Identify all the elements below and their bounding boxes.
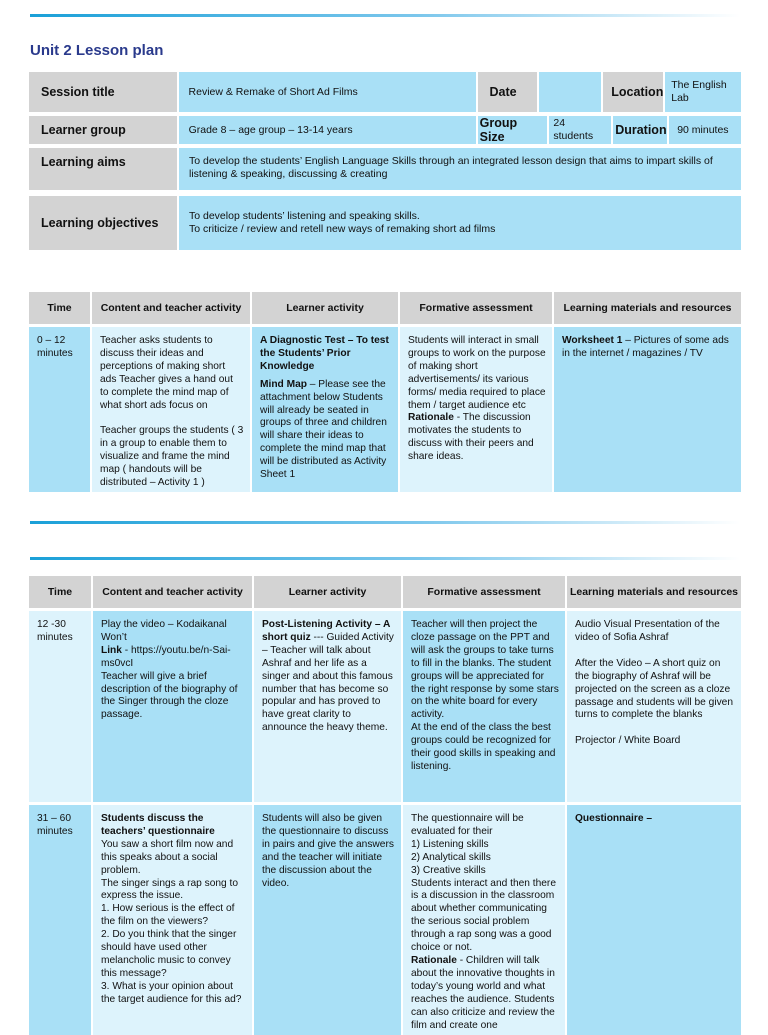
header-learner: Learner activity bbox=[254, 576, 401, 608]
table-header bbox=[29, 576, 741, 608]
row-formative: Teacher will then project the cloze passage on the PPT and will ask the groups to take turns to fill in the blanks. The student groups will be appreciated for the right response by some stars on the white board for every activity. At the end of the class the best groups could be recognized for their good skills in speaking and listening. bbox=[403, 611, 565, 802]
duration-label: Duration bbox=[613, 116, 667, 144]
header-content: Content and teacher activity bbox=[93, 576, 252, 608]
table-row bbox=[29, 805, 741, 1035]
row-time: 31 – 60 minutes bbox=[29, 805, 91, 1035]
top-divider bbox=[30, 14, 740, 17]
header-formative: Formative assessment bbox=[403, 576, 565, 608]
header-time: Time bbox=[29, 576, 91, 608]
session-title-value: Review & Remake of Short Ad Films bbox=[179, 72, 476, 112]
learning-objectives-label: Learning objectives bbox=[29, 196, 177, 250]
middle-divider bbox=[30, 521, 740, 524]
row-learner: Students will also be given the questionnaire to discuss in pairs and give the answers and the teacher will initiate the discussion about the video. bbox=[254, 805, 401, 1035]
row-materials: Audio Visual Presentation of the video of Sofia Ashraf After the Video – A short quiz on the biography of Ashraf will be projected on the screen as a cloze passage and students will be given turns to complete the blanks Projector / White Board bbox=[567, 611, 741, 802]
header-materials: Learning materials and resources bbox=[554, 292, 741, 324]
group-size-label: Group Size bbox=[478, 116, 548, 144]
row-formative: The questionnaire will be evaluated for their 1) Listening skills 2) Analytical skills 3) Creative skills Students interact and then there is a discussion in the classroom about whether communicating the serious social problem through a rap song was a good choice or not. Rationale - Children will talk about the innovative thoughts in today’s young world and what reaches the audience. Students can also criticize and review the film and create one bbox=[403, 805, 565, 1035]
learner-group-row bbox=[29, 116, 741, 144]
learning-aims-row bbox=[29, 148, 741, 190]
learning-aims-label: Learning aims bbox=[29, 148, 177, 190]
learning-aims-value: To develop the students’ English Language Skills through an integrated lesson design that aims to impart skills of listening & speaking, discussing & creating bbox=[179, 148, 741, 190]
header-learner: Learner activity bbox=[252, 292, 398, 324]
row-time: 12 -30 minutes bbox=[29, 611, 91, 802]
date-label: Date bbox=[478, 72, 538, 112]
lesson-table-1 bbox=[29, 292, 741, 492]
video-link[interactable]: - https://youtu.be/n-Sai-ms0vcI bbox=[101, 644, 231, 669]
row-learner: Post-Listening Activity – A short quiz --- Guided Activity – Teacher will talk about Ashraf and her life as a singer and about this famous number that has become so popular and has proved to have great clarity to announce the heavy theme. bbox=[254, 611, 401, 802]
learning-objectives-value bbox=[179, 196, 741, 250]
group-size-value: 24 students bbox=[549, 116, 611, 144]
date-value bbox=[539, 72, 601, 112]
row-learner: A Diagnostic Test – To test the Students’ Prior Knowledge Mind Map – Please see the attachment below Students will already be seated in groups of three and children will share their ideas to complete the mind map that will be distributed as Activity Sheet 1 bbox=[252, 327, 398, 492]
duration-value: 90 minutes bbox=[669, 116, 741, 144]
lesson-table-2 bbox=[29, 576, 741, 1035]
table-header bbox=[29, 292, 741, 324]
row-formative: Students will interact in small groups to work on the purpose of making short advertisements/ its various forms/ media required to place them / target audience etc Rationale - The discussion motivates the students to discuss with their peers and share ideas. bbox=[400, 327, 552, 492]
row-content: Students discuss the teachers’ questionnaire You saw a short film now and this speaks about a social problem. The singer sings a rap song to express the issue. 1. How serious is the effect of the film on the viewers? 2. Do you think that the singer should have used other melancholic music to convey this message? 3. What is your opinion about the target audience for this ad? bbox=[93, 805, 252, 1035]
session-title-label: Session title bbox=[29, 72, 177, 112]
session-row bbox=[29, 72, 741, 112]
table-row bbox=[29, 611, 741, 802]
header-content: Content and teacher activity bbox=[92, 292, 250, 324]
location-value: The English Lab bbox=[665, 72, 741, 112]
row-content: Teacher asks students to discuss their ideas and perceptions of making short ads Teacher gives a hand out to complete the mind map of what short ads focus on Teacher groups the students ( 3 in a group to enable them to visualize and frame the mind map ( handouts will be distributed – Activity 1 ) bbox=[92, 327, 250, 492]
header-formative: Formative assessment bbox=[400, 292, 552, 324]
learner-group-label: Learner group bbox=[29, 116, 177, 144]
location-label: Location bbox=[603, 72, 663, 112]
learning-objectives-row bbox=[29, 196, 741, 250]
row-materials: Worksheet 1 – Pictures of some ads in the internet / magazines / TV bbox=[554, 327, 741, 492]
header-materials: Learning materials and resources bbox=[567, 576, 741, 608]
row-content: Play the video – Kodaikanal Won’t Link - https://youtu.be/n-Sai-ms0vcI Teacher will give a brief description of the biography of the Singer through the cloze passage. bbox=[93, 611, 252, 802]
learner-group-value: Grade 8 – age group – 13-14 years bbox=[179, 116, 476, 144]
row-materials: Questionnaire – bbox=[567, 805, 741, 1035]
lower-divider bbox=[30, 557, 740, 560]
objective-1: To develop students’ listening and speaking skills. bbox=[189, 210, 420, 222]
page-title: Unit 2 Lesson plan bbox=[30, 42, 164, 59]
objective-2: To criticize / review and retell new ways of remaking short ad films bbox=[189, 223, 496, 235]
table-row bbox=[29, 327, 741, 492]
header-time: Time bbox=[29, 292, 90, 324]
row-time: 0 – 12 minutes bbox=[29, 327, 90, 492]
